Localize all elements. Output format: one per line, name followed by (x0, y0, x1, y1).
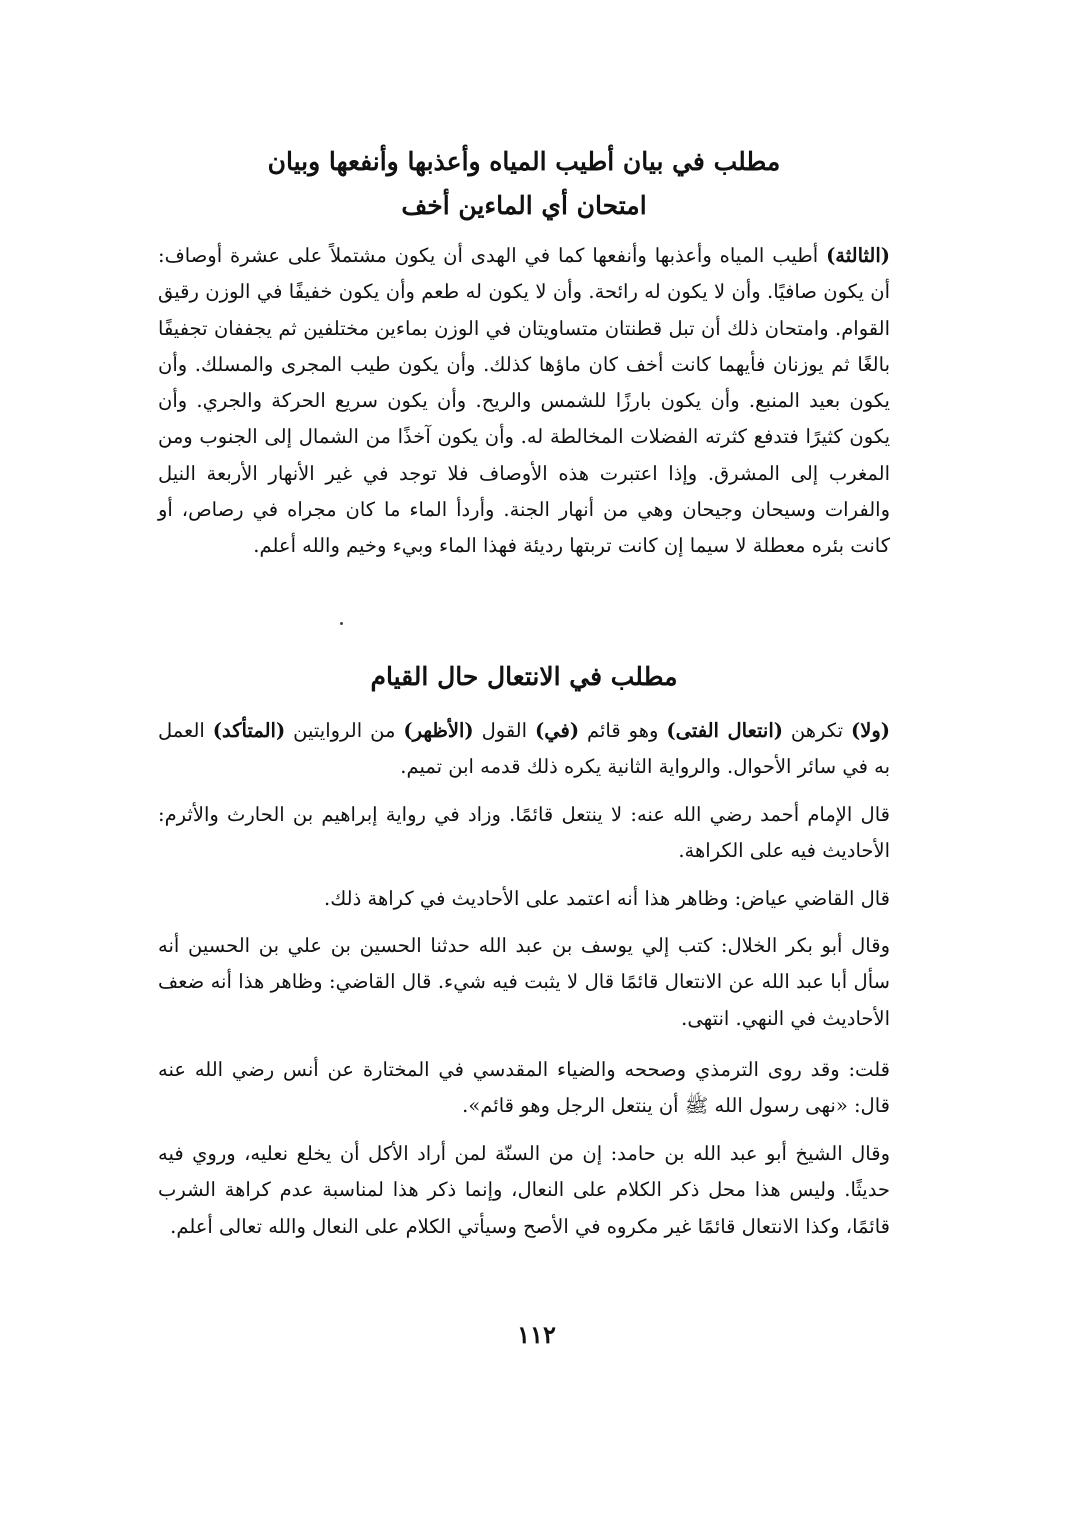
paragraph-qadi-iyad: قال القاضي عياض: وظاهر هذا أنه اعتمد على الأحاديث في كراهة ذلك. (324, 887, 890, 910)
scan-speck (340, 622, 343, 625)
paragraph-tirmidhi: قلت: وقد روى الترمذي وصححه والضياء المقدسي في المختارة عن أنس رضي الله عنه قال: «نهى رسول الله ﷺ أن ينتعل الرجل وهو قائم». (158, 1058, 890, 1118)
bold-term: (الأظهر) (403, 719, 474, 742)
paragraph-water-qualities (158, 238, 890, 565)
bold-term: (المتأكد) (212, 719, 286, 742)
paragraph-khallal: وقال أبو بكر الخلال: كتب إلي يوسف بن عبد الله حدثنا الحسين بن علي بن الحسين أنه سأل أبا عبد الله عن الانتعال قائمًا قال لا يثبت فيه شيء. قال القاضي: وظاهر هذا أنه ضعف الأحاديث في النهي. انتهى. (158, 934, 890, 1030)
paragraph-imam-ahmad: قال الإمام أحمد رضي الله عنه: لا ينتعل قائمًا. وزاد في رواية إبراهيم بن الحارث والأثرم: الأحاديث فيه على الكراهة. (158, 803, 890, 863)
bold-term: (ولا) (850, 719, 890, 742)
text-run: وهو قائم (579, 719, 667, 742)
paragraph-lead-word: (الثالثة) (826, 244, 890, 267)
paragraph-ibn-hamid: وقال الشيخ أبو عبد الله بن حامد: إن من السنّة لمن أراد الأكل أن يخلع نعليه، وروي فيه حديثًا. وليس هذا محل ذكر الكلام على النعال، وإنما ذكر هذا لمناسبة عدم كراهة الشرب قائمًا، وكذا الانتعال قائمًا غير مكروه في الأصح وسيأتي الكلام على النعال والله تعالى أعلم. (158, 1142, 890, 1238)
bold-term: (انتعال الفتى) (666, 719, 783, 742)
text-run: تكرهن (782, 719, 851, 742)
bold-term: (في) (535, 719, 580, 742)
page-number: ١١٢ (517, 1320, 556, 1349)
section-heading-water-line1: مطلب في بيان أطيب المياه وأعذبها وأنفعها وبيان (267, 147, 781, 176)
paragraph-body: أطيب المياه وأعذبها وأنفعها كما في الهدى أن يكون مشتملاً على عشرة أوصاف: أن يكون صافيًا. وأن لا يكون له رائحة. وأن لا يكون له طعم وأن يكون خفيفًا في الوزن رقيق القوام. وامتحان ذلك أن تبل قطنتان متساويتان في الوزن بماءين مختلفين ثم يجففان تجفيفًا بالغًا ثم يوزنان فأيهما كانت أخف كان ماؤها كذلك. وأن يكون طيب المجرى والمسلك. وأن يكون بعيد المنبع. وأن يكون بارزًا للشمس والريح. وأن يكون سريع الحركة والجري. وأن يكون كثيرًا فتدفع كثرته الفضلات المخالطة له. وأن يكون آخذًا من الشمال إلى الجنوب ومن المغرب إلى المشرق. وإذا اعتبرت هذه الأوصاف فلا توجد في غير الأنهار الأربعة النيل والفرات وسيحان وجيحان وهي من أنهار الجنة. وأردأ الماء ما كان مجراه في رصاص، أو كانت بئره معطلة لا سيما إن كانت تربتها رديئة فهذا الماء وبيء وخيم والله أعلم. (158, 244, 890, 558)
section-heading-water (158, 140, 890, 228)
paragraph-sandals-rule (158, 713, 890, 786)
text-run: من الروايتين (285, 719, 404, 742)
section-heading-water-line2: امتحان أي الماءين أخف (401, 191, 647, 220)
text-run: العمل به في سائر الأحوال. والرواية الثانية يكره ذلك قدمه ابن تميم. (158, 719, 890, 779)
text-run: القول (473, 719, 536, 742)
section-heading-sandals: مطلب في الانتعال حال القيام (370, 662, 678, 691)
